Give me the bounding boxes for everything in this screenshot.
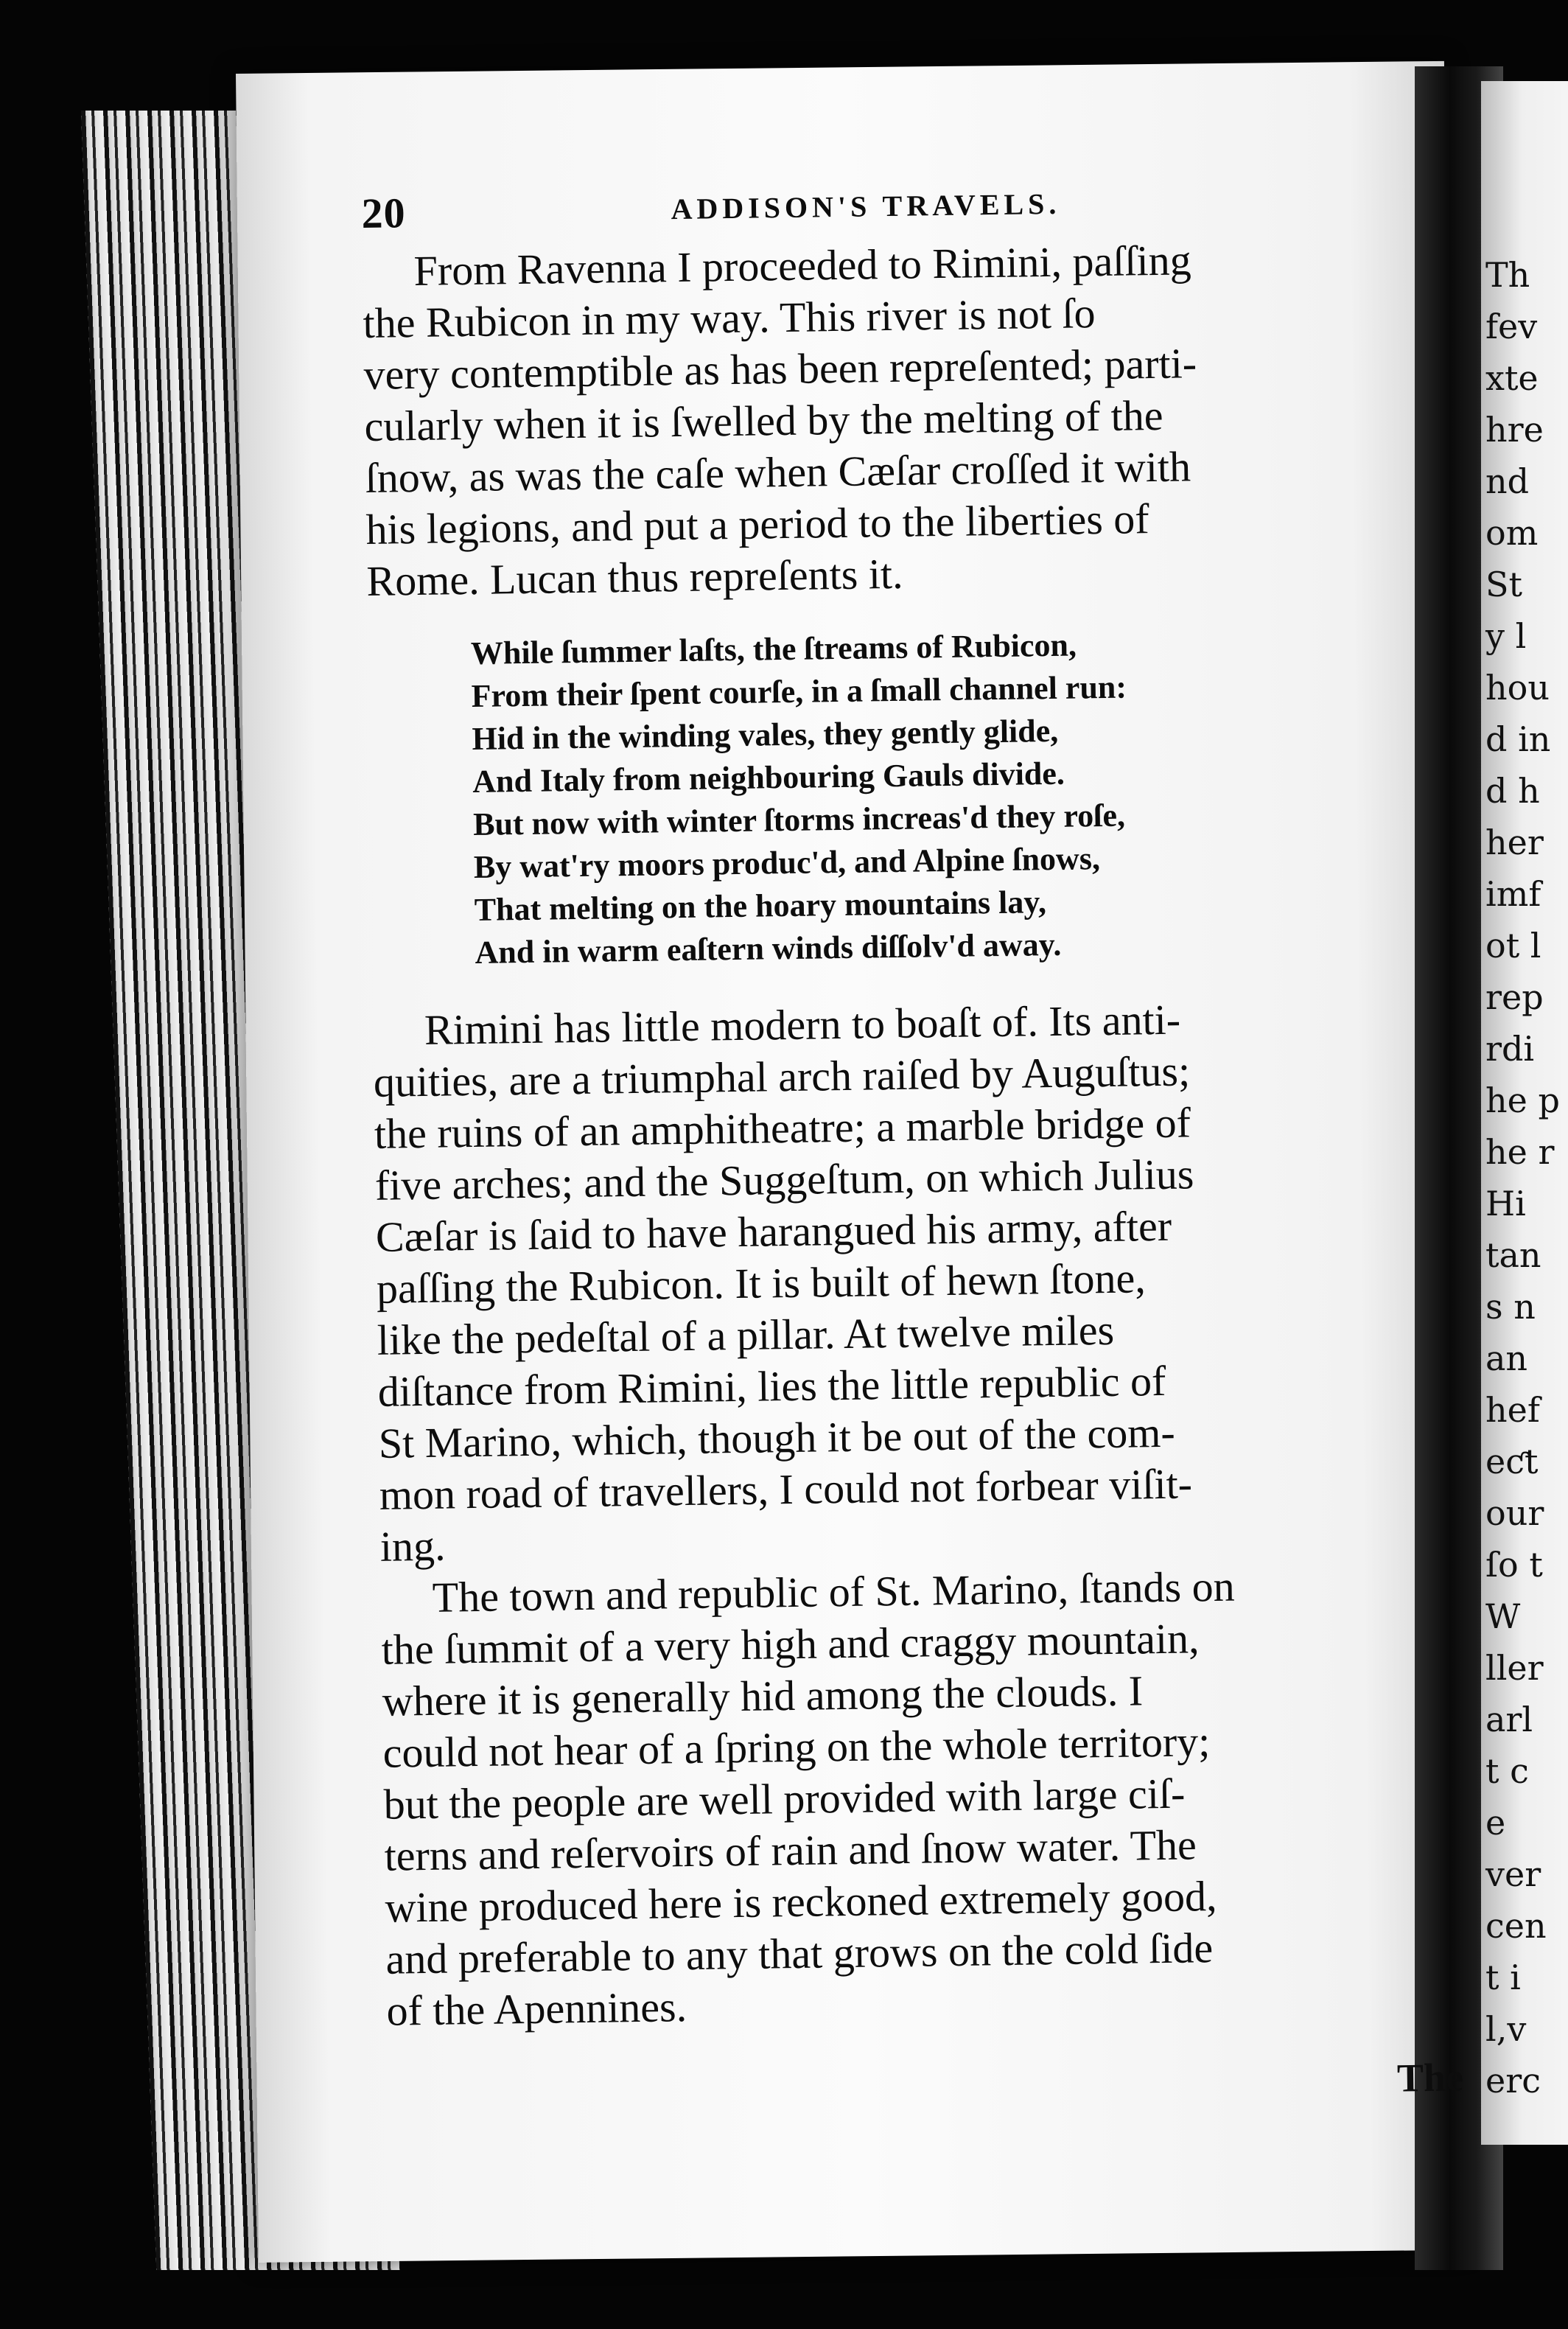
running-head: ADDISON'S TRAVELS.: [671, 186, 1061, 226]
text-line: where it is generally hid among the clouds. I: [382, 1666, 1144, 1725]
facing-page-fragment: d in: [1485, 719, 1551, 759]
facing-page-fragment: cen: [1485, 1906, 1547, 1946]
text-line: could not hear of a ſpring on the whole territory;: [382, 1717, 1211, 1777]
text-line: like the pedeſtal of a pillar. At twelve miles: [377, 1305, 1115, 1364]
facing-page-fragment: t c: [1485, 1751, 1529, 1791]
facing-page-fragment: s n: [1485, 1287, 1536, 1327]
facing-page-fragment: ſo t: [1485, 1545, 1543, 1585]
facing-page-fragment: Hi: [1485, 1184, 1526, 1223]
page-text: [361, 169, 1471, 2115]
facing-page-fragment: he p: [1485, 1080, 1560, 1120]
text-line: Rome. Lucan thus repreſents it.: [366, 549, 903, 605]
facing-page-fragment: e: [1485, 1803, 1506, 1843]
verse-line: And Italy from neighbouring Gauls divide.: [472, 755, 1065, 800]
text-line: ſnow, as was the caſe when Cæſar croſſed it with: [365, 442, 1191, 502]
verse-line: From their ſpent courſe, in a ſmall channel run:: [471, 668, 1127, 714]
verse-line: And in warm eaſtern winds diſſolv'd away.: [475, 926, 1062, 971]
text-line: of the Apennines.: [386, 1983, 687, 2035]
facing-page-fragment: her: [1485, 823, 1544, 862]
paragraph-ravenna: [362, 231, 1450, 607]
facing-page-fragment: W: [1485, 1596, 1521, 1636]
text-line: ing.: [379, 1521, 446, 1571]
facing-page-fragment: imf: [1485, 874, 1541, 914]
facing-page-fragment: hre: [1485, 410, 1544, 450]
text-line: very contemptible as has been repreſented; parti-: [363, 339, 1197, 399]
facing-page-fragment: ver: [1485, 1854, 1541, 1894]
facing-page-fragment: erc: [1485, 2061, 1541, 2101]
lucan-verse: [471, 618, 1455, 974]
page-number: 20: [361, 189, 406, 237]
text-line: From Ravenna I proceeded to Rimini, paſſing: [413, 236, 1192, 296]
text-line: wine produced here is reckoned extremely good,: [385, 1872, 1217, 1932]
facing-page-fragment: t i: [1485, 1958, 1521, 1997]
text-line: but the people are well provided with large ciſ-: [383, 1769, 1186, 1829]
text-line: Rimini has little modern to boaſt of. Its anti-: [424, 995, 1181, 1054]
facing-page-fragment: rdi: [1485, 1029, 1535, 1069]
facing-page-fragment: hou: [1485, 668, 1550, 708]
text-line: diſtance from Rimini, lies the little republic of: [377, 1356, 1166, 1416]
facing-page-fragment: nd: [1485, 461, 1530, 501]
facing-page-fragment: rep: [1485, 977, 1544, 1017]
verse-line: While ſummer laſts, the ſtreams of Rubicon,: [470, 626, 1077, 671]
facing-page-fragment: xte: [1485, 358, 1539, 398]
facing-page-fragment: l,v: [1485, 2009, 1527, 2049]
facing-page-fragment: tan: [1485, 1235, 1541, 1275]
text-line: the Rubicon in my way. This river is not ſo: [363, 289, 1096, 347]
text-line: St Marino, which, though it be out of the com-: [378, 1408, 1176, 1467]
facing-page: [1481, 81, 1568, 2145]
paragraph-rimini: [373, 990, 1464, 1572]
text-line: mon road of travellers, I could not forbear viſit-: [379, 1459, 1193, 1519]
text-line: cularly when it is ſwelled by the melting of the: [364, 391, 1163, 450]
text-line: Cæſar is ſaid to have harangued his army, after: [375, 1201, 1172, 1261]
paragraph-st-marino: [380, 1557, 1470, 2036]
verse-line: That melting on the hoary mountains lay,: [474, 884, 1047, 928]
facing-page-fragment: ller: [1485, 1648, 1544, 1688]
facing-page-fragment: fev: [1485, 307, 1538, 346]
verse-line: By wat'ry moors produc'd, and Alpine ſnows,: [473, 840, 1101, 885]
facing-page-fragment: our: [1485, 1493, 1544, 1533]
text-line: five arches; and the Suggeſtum, on which Julius: [374, 1150, 1194, 1209]
facing-page-fragment: arl: [1485, 1700, 1533, 1739]
text-line: the ruins of an amphitheatre; a marble bridge of: [374, 1098, 1191, 1158]
facing-page-fragment: an: [1485, 1338, 1528, 1378]
text-line: paſſing the Rubicon. It is built of hewn ſtone,: [376, 1254, 1147, 1313]
text-line: The town and republic of St. Marino, ſtands on: [432, 1562, 1236, 1621]
facing-page-fragment: d h: [1485, 771, 1540, 811]
text-line: the ſummit of a very high and craggy mountain,: [381, 1614, 1200, 1674]
facing-page-fragment: ot l: [1485, 926, 1541, 966]
text-line: and preferable to any that grows on the cold ſide: [385, 1924, 1214, 1983]
facing-page-fragment: om: [1485, 513, 1539, 553]
catchword: The: [1396, 2055, 1464, 2101]
facing-page-fragment: he r: [1485, 1132, 1555, 1172]
facing-page-fragment: St: [1485, 565, 1522, 604]
text-line: his legions, and put a period to the liberties of: [365, 495, 1150, 554]
facing-page-fragment: Th: [1485, 255, 1530, 295]
verse-line: Hid in the winding vales, they gently glide,: [472, 712, 1059, 757]
verse-line: But now with winter ſtorms increas'd they roſe,: [472, 797, 1126, 842]
text-line: quities, are a triumphal arch raiſed by Auguſtus;: [373, 1047, 1191, 1106]
facing-page-fragment: eƈt: [1485, 1442, 1539, 1481]
facing-page-fragment: y l: [1485, 616, 1527, 656]
facing-page-fragment: hef: [1485, 1390, 1540, 1430]
text-line: terns and reſervoirs of rain and ſnow water. The: [384, 1820, 1197, 1880]
